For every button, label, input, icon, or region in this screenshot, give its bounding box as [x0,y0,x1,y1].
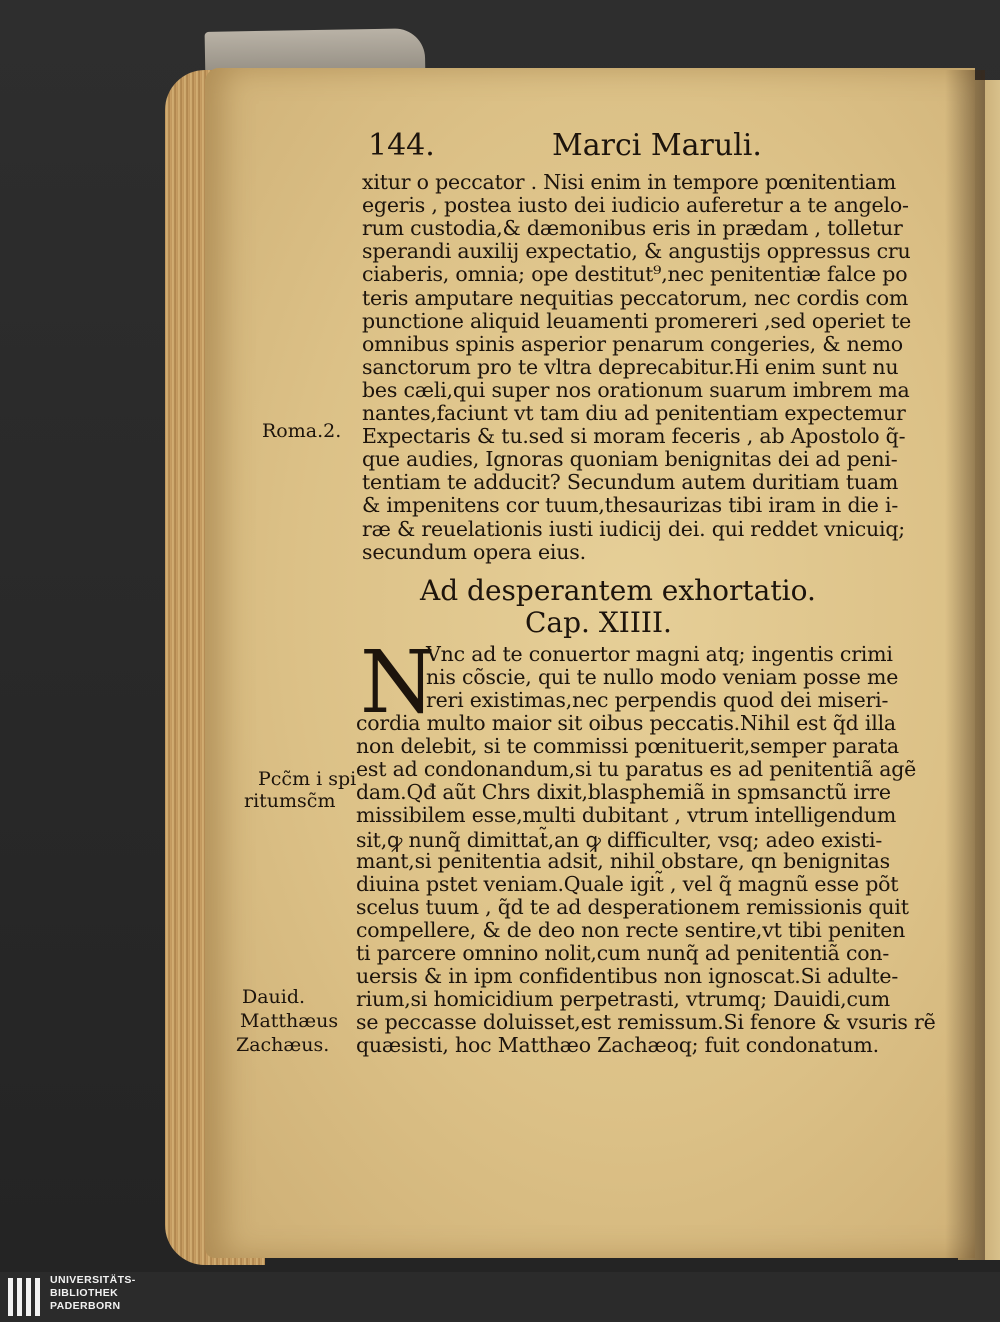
text-line: ti parcere omnino nolit,cum nunq̃ ad penitentiã con- [356,941,890,965]
text-line: se peccasse doluisset,est remissum.Si fenore & vsuris rẽ [356,1010,936,1034]
page-gutter [945,70,985,1260]
margin-note-zachaeus: Zachæus. [236,1034,330,1056]
chapter-number: Cap. XIIII. [525,606,672,639]
text-line: reri existimas,nec perpendis quod dei miseri- [426,688,889,712]
library-name-line3: PADERBORN [50,1300,121,1312]
text-line: & impenitens cor tuum,thesaurizas tibi iram in die i- [362,493,899,518]
text-line: teris amputare nequitias peccatorum, nec cordis com [362,285,909,310]
margin-note-spiritum: ritumsc̃m [244,790,336,812]
text-line: compellere, & de deo non recte sentire,vt tibi peniten [356,918,906,942]
library-logo-icon [8,1278,42,1316]
text-line: quæsisti, hoc Matthæo Zachæoq; fuit condonatum. [356,1033,879,1057]
page-number: 144. [368,128,435,163]
text-line: nantes,faciunt vt tam diu ad penitentiam expectemur [362,401,906,425]
margin-note-peccatum: Pcc̃m i spi [258,768,357,790]
text-line: omnibus spinis asperior penarum congeries, & nemo [362,331,903,356]
text-line: bes cæli,qui super nos orationum suarum imbrem ma [362,377,910,402]
text-line: mant,si penitentia adsit, nihil obstare, qn benignitas [356,849,890,873]
text-line: dam.Qđ aũt Chrs dixit,blasphemiã in spmsanctũ irre [356,780,891,804]
text-line: diuina pstet veniam.Quale igit̃ , vel q̃ magnũ esse põt [356,872,899,896]
text-line: Expectaris & tu.sed si moram feceris , ab Apostolo q̃- [362,424,906,449]
text-line: sanctorum pro te vltra deprecabitur.Hi enim sunt nu [362,354,899,379]
text-line: secundum opera eius. [362,539,586,564]
margin-note-matthaeus: Matthæus [240,1010,339,1032]
text-line: tentiam te adducit? Secundum autem duritiam tuam [362,470,899,495]
running-title: Marci Maruli. [552,128,762,163]
drop-cap: N [360,633,436,733]
text-line: sit,ꝙ nunq̃ dimittat̃,an ꝙ difficulter, vsq; adeo existi- [356,828,883,852]
text-line: missibilem esse,multi dubitant , vtrum intelligendum [356,803,897,827]
margin-note-dauid: Dauid. [242,986,306,1008]
text-line: non delebit, si te commissi pœnituerit,semper parata [356,734,899,758]
text-line: nis cõscie, qui te nullo modo veniam posse me [426,665,899,689]
text-line: uersis & in ipm confidentibus non ignoscat.Si adulte- [356,964,899,988]
text-line: egeris , postea iusto dei iudicio auferetur a te angelo- [362,193,909,218]
text-line: xitur o peccator . Nisi enim in tempore pœnitentiam [362,170,897,194]
text-line: punctione aliquid leuamenti promereri ,sed operiet te [362,308,912,333]
library-name-line2: BIBLIOTHEK [50,1287,119,1299]
library-name-line1: UNIVERSITÄTS- [50,1274,136,1286]
text-line: rum custodia,& dæmonibus eris in prædam , tolletur [362,216,903,241]
text-line: est ad condonandum,si tu paratus es ad penitentiã agẽ [356,757,917,781]
text-line: que audies, Ignoras quoniam benignitas dei ad peni- [362,447,898,472]
margin-note-roma: Roma.2. [262,420,342,442]
text-line: cordia multo maior sit oibus peccatis.Nihil est q̃d illa [356,711,896,735]
text-line: scelus tuum , q̃d te ad desperationem remissionis quit [356,895,909,919]
text-line: ciaberis, omnia; ope destitut⁹,nec penitentiæ falce po [362,262,908,287]
chapter-title: Ad desperantem exhortatio. [420,574,816,607]
text-line: Vnc ad te conuertor magni atq; ingentis crimi [426,642,893,666]
text-line: ræ & reuelationis iusti iudicij dei. qui reddet vnicuiq; [362,516,905,541]
text-line: rium,si homicidium perpetrasti, vtrumq; Dauidi,cum [356,987,890,1011]
text-line: sperandi auxilij expectatio, & angustijs oppressus cru [362,239,911,264]
library-footer [0,1272,1000,1322]
